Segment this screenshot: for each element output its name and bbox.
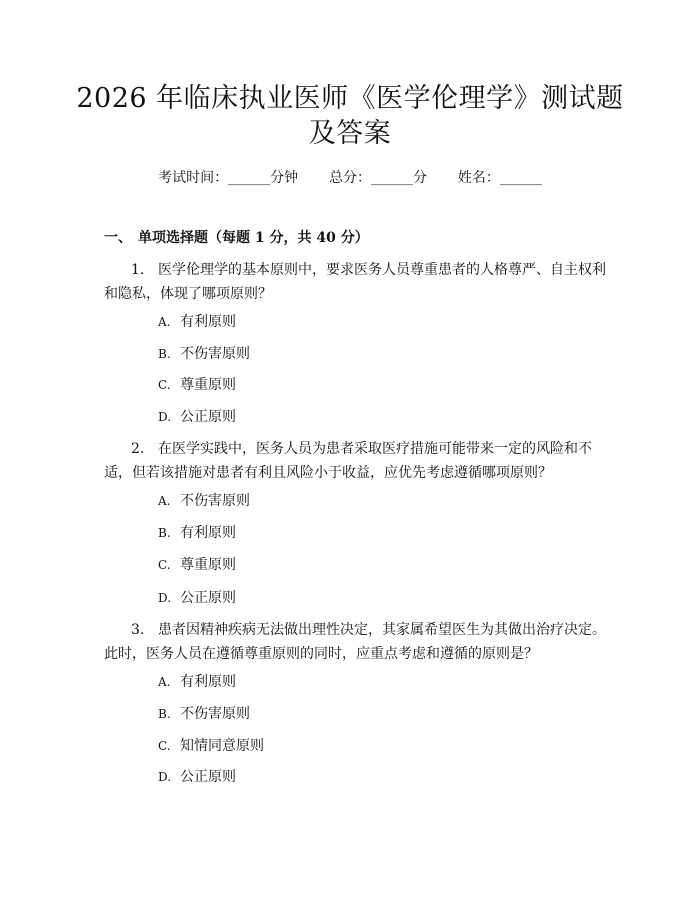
option-text: 尊重原则 <box>180 377 236 393</box>
question-3-option-a[interactable] <box>158 672 236 692</box>
option-letter: C. <box>158 378 171 392</box>
name-blank: ______ <box>499 170 542 186</box>
question-2 <box>104 437 604 485</box>
question-3-option-c[interactable] <box>158 736 264 756</box>
score-unit: 分 <box>413 170 427 186</box>
option-text: 公正原则 <box>180 769 236 785</box>
time-blank: ______ <box>228 170 271 186</box>
option-letter: C. <box>158 739 171 753</box>
option-letter: B. <box>158 347 171 361</box>
option-text: 公正原则 <box>180 409 236 425</box>
option-text: 有利原则 <box>180 674 236 690</box>
time-label: 考试时间： <box>158 170 229 186</box>
option-text: 有利原则 <box>180 525 236 541</box>
section-number: 一、 <box>104 230 132 246</box>
question-3-option-d[interactable] <box>158 767 236 787</box>
question-2-option-b[interactable] <box>158 523 236 543</box>
time-unit: 分钟 <box>270 170 299 186</box>
option-text: 不伤害原则 <box>180 706 250 722</box>
option-letter: A. <box>158 315 171 329</box>
question-1 <box>104 258 604 306</box>
name-label: 姓名： <box>457 170 500 186</box>
question-2-line-1 <box>104 437 604 461</box>
question-1-option-a[interactable] <box>158 312 236 332</box>
question-3-number: 3. <box>131 622 145 638</box>
question-1-text-1: 医学伦理学的基本原则中，要求医务人员尊重患者的人格尊严、自主权利 <box>158 262 606 278</box>
exam-meta-info <box>0 168 700 188</box>
option-letter: A. <box>158 494 171 508</box>
question-2-option-d[interactable] <box>158 588 236 608</box>
question-2-option-c[interactable] <box>158 555 236 575</box>
question-3-text-1: 患者因精神疾病无法做出理性决定，其家属希望医生为其做出治疗决定。 <box>158 622 606 638</box>
option-letter: D. <box>158 770 172 784</box>
score-blank: ______ <box>371 170 413 186</box>
option-text: 不伤害原则 <box>180 346 250 362</box>
option-text: 不伤害原则 <box>180 493 250 509</box>
question-3-line-1 <box>104 618 604 642</box>
question-2-number: 2. <box>131 441 145 457</box>
question-1-line-1 <box>104 258 604 282</box>
question-3-option-b[interactable] <box>158 704 250 724</box>
option-text: 公正原则 <box>180 590 236 606</box>
section-title: 单项选择题（每题 1 分，共 40 分） <box>138 230 369 246</box>
question-1-option-b[interactable] <box>158 344 250 364</box>
question-3 <box>104 618 604 666</box>
option-letter: D. <box>158 591 172 605</box>
option-text: 知情同意原则 <box>180 738 264 754</box>
option-letter: A. <box>158 675 171 689</box>
option-letter: B. <box>158 707 171 721</box>
question-2-text-2: 适，但若该措施对患者有利且风险小于收益，应优先考虑遵循哪项原则？ <box>104 465 552 481</box>
option-letter: C. <box>158 558 171 572</box>
question-1-option-c[interactable] <box>158 375 236 395</box>
question-1-text-2: 和隐私，体现了哪项原则？ <box>104 286 272 302</box>
section-heading <box>104 228 369 248</box>
question-2-text-1: 在医学实践中，医务人员为患者采取医疗措施可能带来一定的风险和不 <box>158 441 592 457</box>
option-letter: B. <box>158 526 171 540</box>
score-label: 总分： <box>329 170 371 186</box>
option-text: 有利原则 <box>180 314 236 330</box>
document-title-line-1: 2026 年临床执业医师《医学伦理学》测试题 <box>76 83 624 114</box>
question-2-option-a[interactable] <box>158 491 250 511</box>
question-3-text-2: 此时，医务人员在遵循尊重原则的同时，应重点考虑和遵循的原则是？ <box>104 646 538 662</box>
option-letter: D. <box>158 410 172 424</box>
question-1-number: 1. <box>131 262 145 278</box>
document-title-line-2: 及答案 <box>308 118 392 149</box>
question-1-option-d[interactable] <box>158 407 236 427</box>
option-text: 尊重原则 <box>180 557 236 573</box>
